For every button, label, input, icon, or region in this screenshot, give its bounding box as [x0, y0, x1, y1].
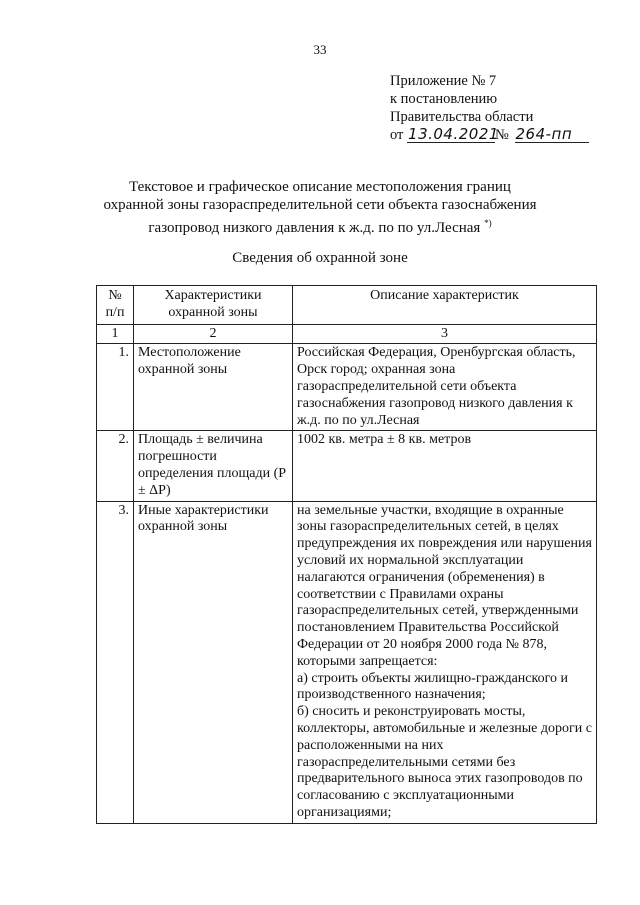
index-cell: 3 [293, 324, 597, 344]
row-description: 1002 кв. метра ± 8 кв. метров [293, 431, 597, 501]
appendix-block [390, 72, 589, 144]
footnote-mark: *) [484, 218, 492, 228]
date-prefix: от [390, 127, 404, 143]
row-description-text: на земельные участки, входящие в охранные зоны газораспределительных сетей, в целях предупреждения их повреждения или нарушения условий их нормальной эксплуатации налагаются ограничения (обременения) в соответствии с Правилами охраны газораспределительных сетей, утвержденными постановлением Правительства Российской Федерации от 20 ноября 2000 года № 878, которыми запрещается: [297, 502, 592, 669]
table-row [97, 501, 597, 823]
header-description: Описание характеристик [293, 286, 597, 325]
table-row [97, 431, 597, 501]
handwritten-date: 13.04.2021 [408, 125, 499, 143]
index-cell: 1 [97, 324, 134, 344]
index-cell: 2 [134, 324, 293, 344]
title-line: охранной зоны газораспределительной сети объекта газоснабжения [103, 197, 537, 213]
title-line [0, 214, 640, 237]
title-line: Текстовое и графическое описание местоположения границ [129, 179, 511, 195]
row-characteristic: Местоположение охранной зоны [134, 344, 293, 431]
page-number: 33 [313, 42, 327, 57]
header-number: № п/п [97, 286, 134, 325]
section-subtitle: Сведения об охранной зоне [232, 250, 408, 266]
row-description-item-a: а) строить объекты жилищно-гражданского и производственного назначения; [297, 670, 568, 703]
table-row [97, 344, 597, 431]
title-line-text: газопровод низкого давления к ж.д. по по ул.Лесная [148, 220, 481, 236]
row-number: 1. [97, 344, 134, 431]
number-prefix: № [495, 127, 509, 143]
document-title [0, 178, 640, 237]
appendix-line: Приложение № 7 [390, 73, 497, 89]
row-number: 2. [97, 431, 134, 501]
row-description: Российская Федерация, Оренбургская область, Орск город; охранная зона газораспределительной сети объекта газоснабжения газопровод низкого давления к ж.д. по по ул.Лесная [293, 344, 597, 431]
table-index-row [97, 324, 597, 344]
zone-info-table [96, 285, 597, 824]
appendix-line: к постановлению [390, 91, 498, 107]
row-characteristic: Иные характеристики охранной зоны [134, 501, 293, 823]
row-description [293, 501, 597, 823]
appendix-date-line [390, 126, 589, 144]
row-number: 3. [97, 501, 134, 823]
row-characteristic: Площадь ± величина погрешности определения площади (Р ± ΔР) [134, 431, 293, 501]
header-characteristics: Характеристики охранной зоны [134, 286, 293, 325]
handwritten-number: 264-пп [515, 126, 589, 143]
appendix-line: Правительства области [390, 109, 534, 125]
table-header-row [97, 286, 597, 325]
row-description-item-b: б) сносить и реконструировать мосты, коллекторы, автомобильные и железные дороги с расположенными на них газораспределительными сетями без предварительного выноса этих газопроводов по согласованию с эксплуатационными организациями; [297, 704, 592, 820]
